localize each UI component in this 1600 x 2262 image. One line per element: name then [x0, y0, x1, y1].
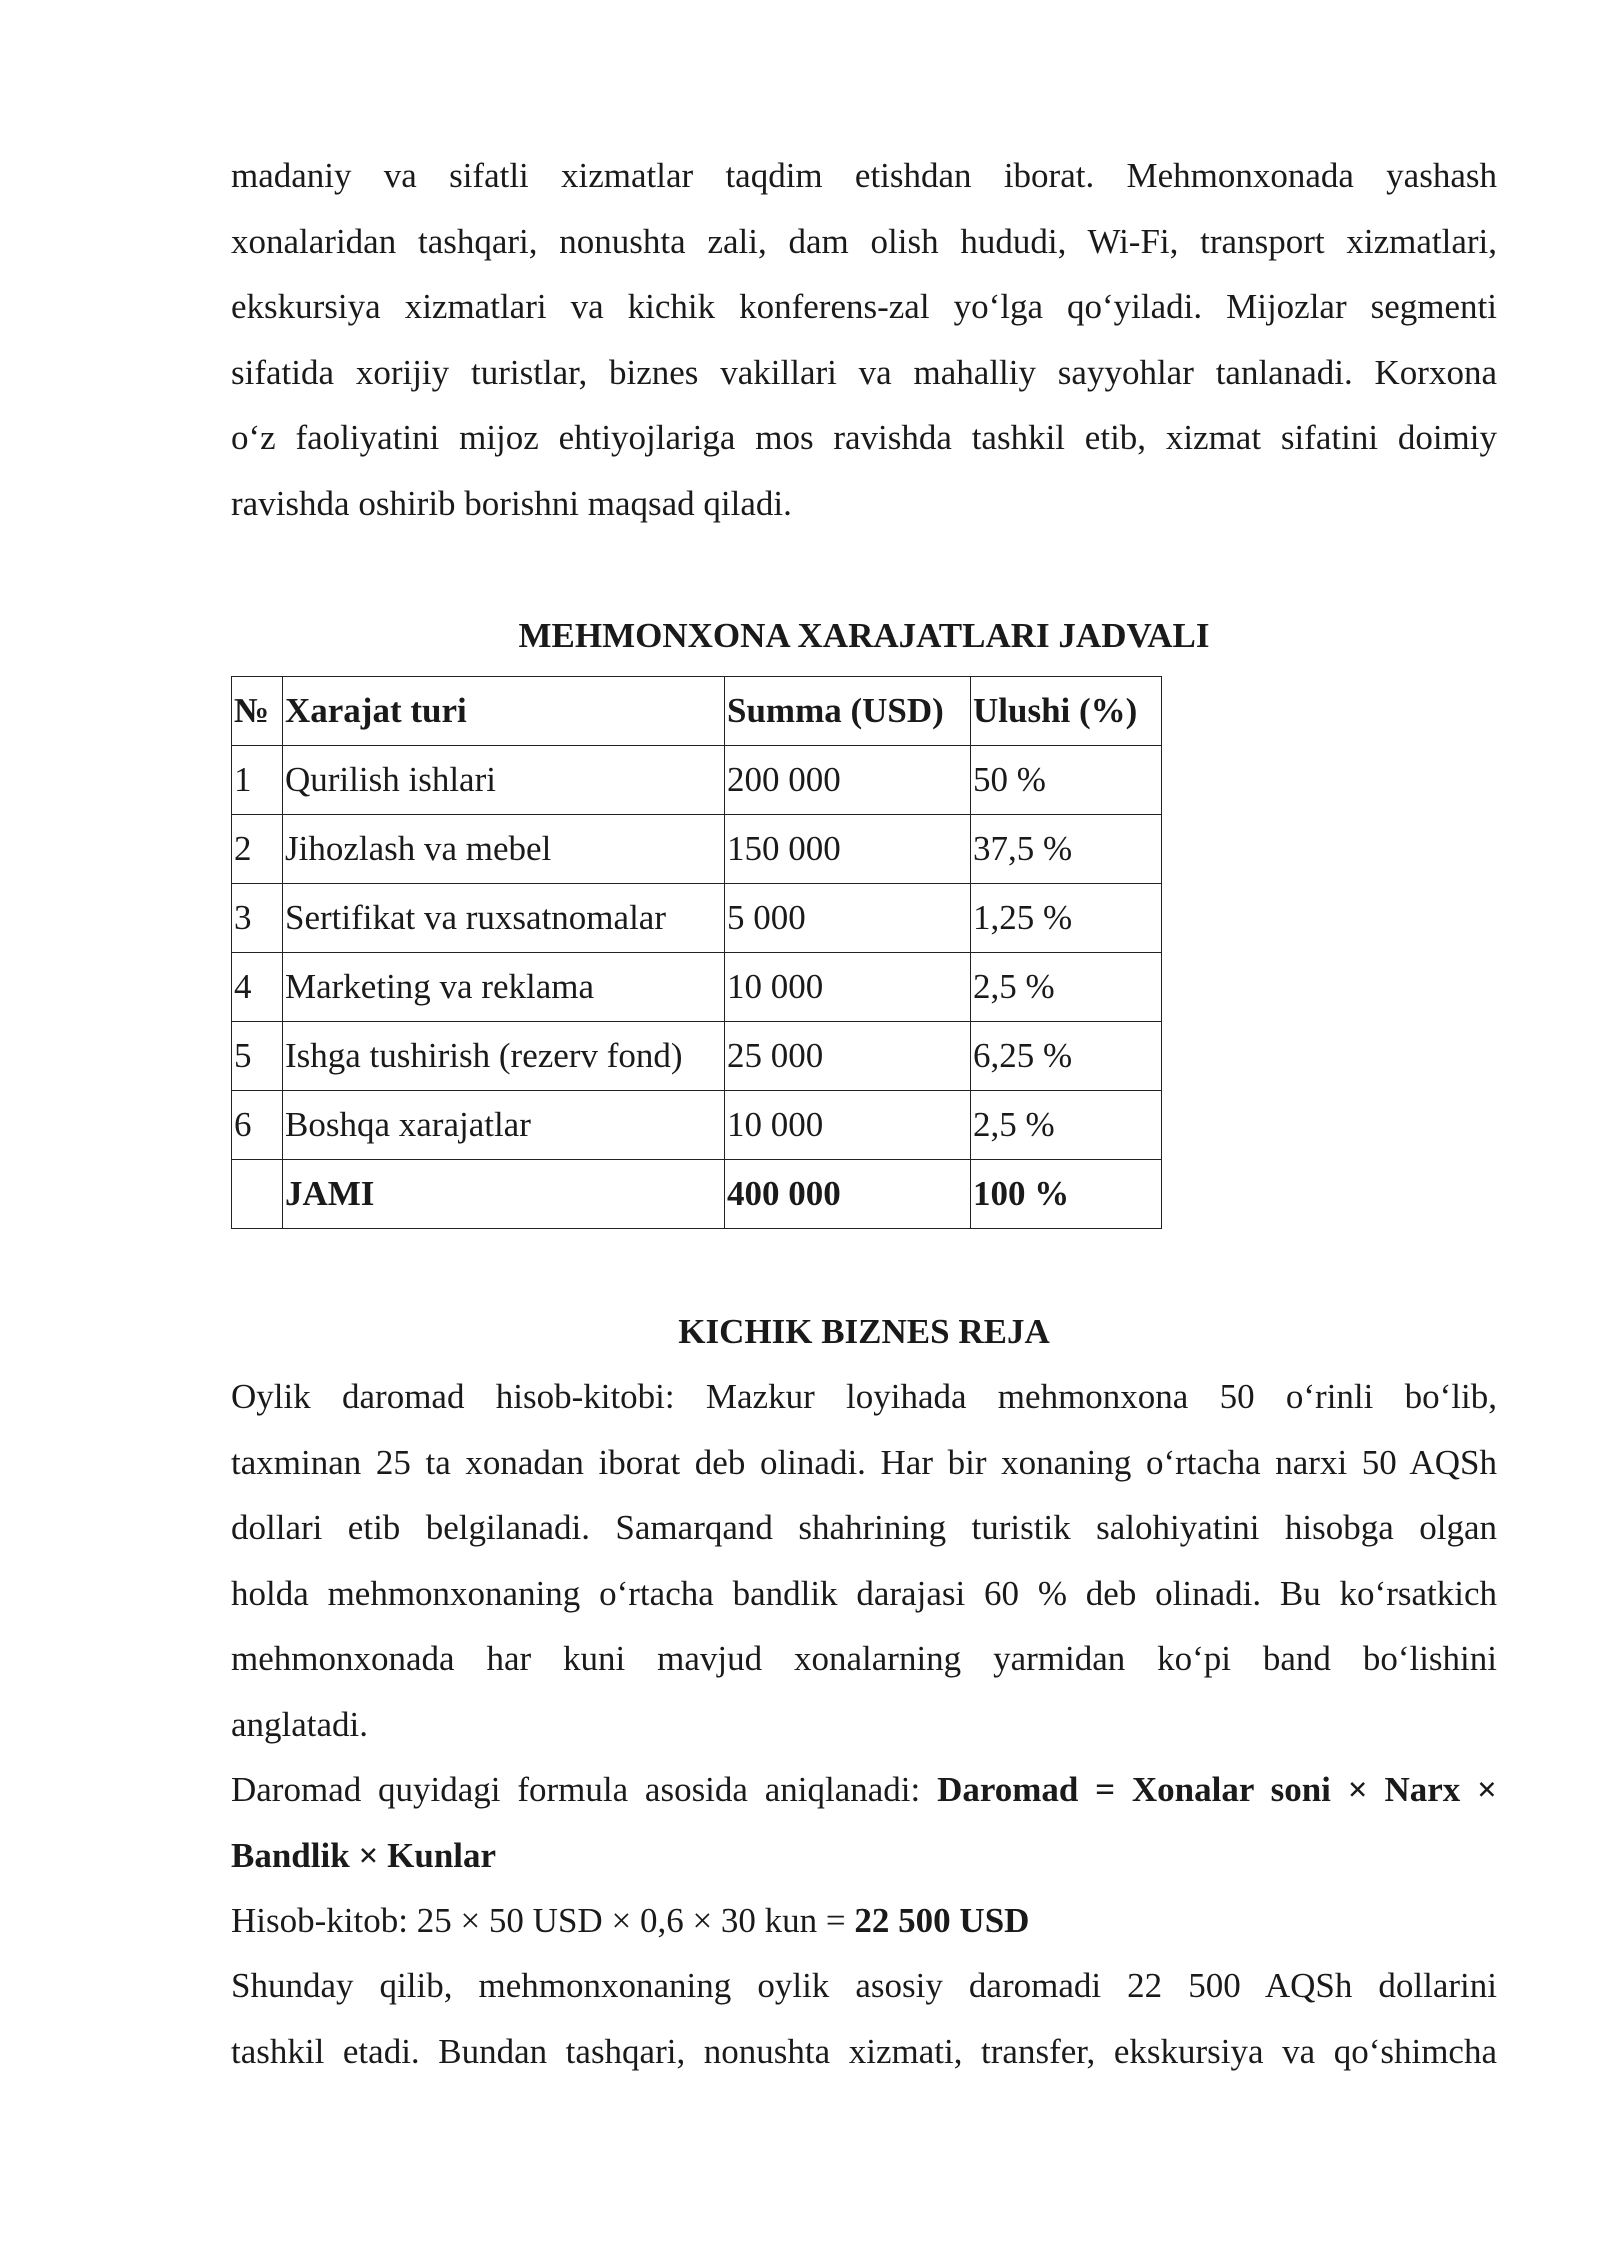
cell-cost-type: Qurilish ishlari [283, 746, 725, 815]
cell-total-amount: 400 000 [725, 1160, 971, 1229]
business-plan-title: KICHIK BIZNES REJA [678, 1312, 1050, 1351]
cell-amount: 150 000 [725, 815, 971, 884]
intro-line: oʻz faoliyatini mijoz ehtiyojlariga mos ravishda tashkil etib, xizmat sifatini doimiy [231, 418, 1497, 457]
formula-line [231, 1823, 1497, 1889]
formula-bold-1: Daromad = Xonalar soni × Narx × [937, 1770, 1497, 1809]
cell-cost-type: Boshqa xarajatlar [283, 1091, 725, 1160]
calculation-text: Hisob-kitob: 25 × 50 USD × 0,6 × 30 kun = [231, 1901, 855, 1940]
cell-amount: 25 000 [725, 1022, 971, 1091]
cell-share: 37,5 % [971, 815, 1162, 884]
formula-line [231, 1757, 1497, 1823]
cell-share: 50 % [971, 746, 1162, 815]
intro-line: madaniy va sifatli xizmatlar taqdim etishdan iborat. Mehmonxonada yashash [231, 156, 1497, 195]
column-header-amount: Summa (USD) [725, 677, 971, 746]
table-row [232, 1022, 1162, 1091]
cell-number: 2 [232, 815, 283, 884]
cell-cost-type: Ishga tushirish (rezerv fond) [283, 1022, 725, 1091]
paragraph-line: holda mehmonxonaning oʻrtacha bandlik darajasi 60 % deb olinadi. Bu koʻrsatkich [231, 1573, 1497, 1613]
business-plan-paragraph [231, 1364, 1497, 1757]
intro-line: sifatida xorijiy turistlar, biznes vakillari va mahalliy sayyohlar tanlanadi. Korxona [231, 352, 1497, 392]
paragraph-line: taxminan 25 ta xonadan iborat deb olinadi. Har bir xonaning oʻrtacha narxi 50 AQSh [231, 1442, 1497, 1482]
table-row [232, 1091, 1162, 1160]
formula-intro: Daromad quyidagi formula asosida aniqlanadi: [231, 1770, 938, 1809]
table-title: MEHMONXONA XARAJATLARI JADVALI [518, 616, 1210, 655]
cell-number: 6 [232, 1091, 283, 1160]
column-header-number: № [232, 677, 283, 746]
cell-amount: 10 000 [725, 953, 971, 1022]
cell-cost-type: Jihozlash va mebel [283, 815, 725, 884]
cell-amount: 5 000 [725, 884, 971, 953]
cell-share: 2,5 % [971, 953, 1162, 1022]
calculation-result: 22 500 USD [854, 1901, 1030, 1940]
column-header-share: Ulushi (%) [971, 677, 1162, 746]
calculation-line [231, 1888, 1497, 1954]
cell-amount: 200 000 [725, 746, 971, 815]
intro-line: xonalaridan tashqari, nonushta zali, dam olish hududi, Wi-Fi, transport xizmatlari, [231, 221, 1497, 261]
cell-cost-type: Sertifikat va ruxsatnomalar [283, 884, 725, 953]
paragraph-line: Oylik daromad hisob-kitobi: Mazkur loyihada mehmonxona 50 oʻrinli boʻlib, [231, 1377, 1497, 1416]
cell-amount: 10 000 [725, 1091, 971, 1160]
cell-total-label: JAMI [283, 1160, 725, 1229]
table-row [232, 884, 1162, 953]
cell-number: 1 [232, 746, 283, 815]
closing-paragraph [231, 1953, 1497, 2084]
paragraph-line: mehmonxonada har kuni mavjud xonalarning yarmidan koʻpi band boʻlishini [231, 1639, 1497, 1678]
cell-total-share: 100 % [971, 1160, 1162, 1229]
table-header-row [232, 677, 1162, 746]
cell-number [232, 1160, 283, 1229]
intro-line: ravishda oshirib borishni maqsad qiladi. [231, 483, 792, 523]
cell-cost-type: Marketing va reklama [283, 953, 725, 1022]
cell-number: 3 [232, 884, 283, 953]
paragraph-line: anglatadi. [231, 1704, 369, 1744]
cell-share: 2,5 % [971, 1091, 1162, 1160]
intro-paragraph [231, 143, 1497, 536]
paragraph-line: dollari etib belgilanadi. Samarqand shahrining turistik salohiyatini hisobga olgan [231, 1508, 1497, 1547]
intro-line: ekskursiya xizmatlari va kichik konferens-zal yoʻlga qoʻyiladi. Mijozlar segmenti [231, 287, 1497, 326]
cell-share: 1,25 % [971, 884, 1162, 953]
table-row [232, 815, 1162, 884]
cell-number: 5 [232, 1022, 283, 1091]
closing-line: Shunday qilib, mehmonxonaning oylik asosiy daromadi 22 500 AQSh dollarini [231, 1966, 1497, 2005]
formula-bold-2: Bandlik × Kunlar [231, 1835, 497, 1875]
cell-number: 4 [232, 953, 283, 1022]
table-total-row [232, 1160, 1162, 1229]
cell-share: 6,25 % [971, 1022, 1162, 1091]
column-header-cost-type: Xarajat turi [283, 677, 725, 746]
costs-table [231, 676, 1162, 1229]
formula-paragraph [231, 1757, 1497, 1888]
closing-line: tashkil etadi. Bundan tashqari, nonushta xizmati, transfer, ekskursiya va qoʻshimcha [231, 2031, 1497, 2071]
table-row [232, 746, 1162, 815]
table-row [232, 953, 1162, 1022]
